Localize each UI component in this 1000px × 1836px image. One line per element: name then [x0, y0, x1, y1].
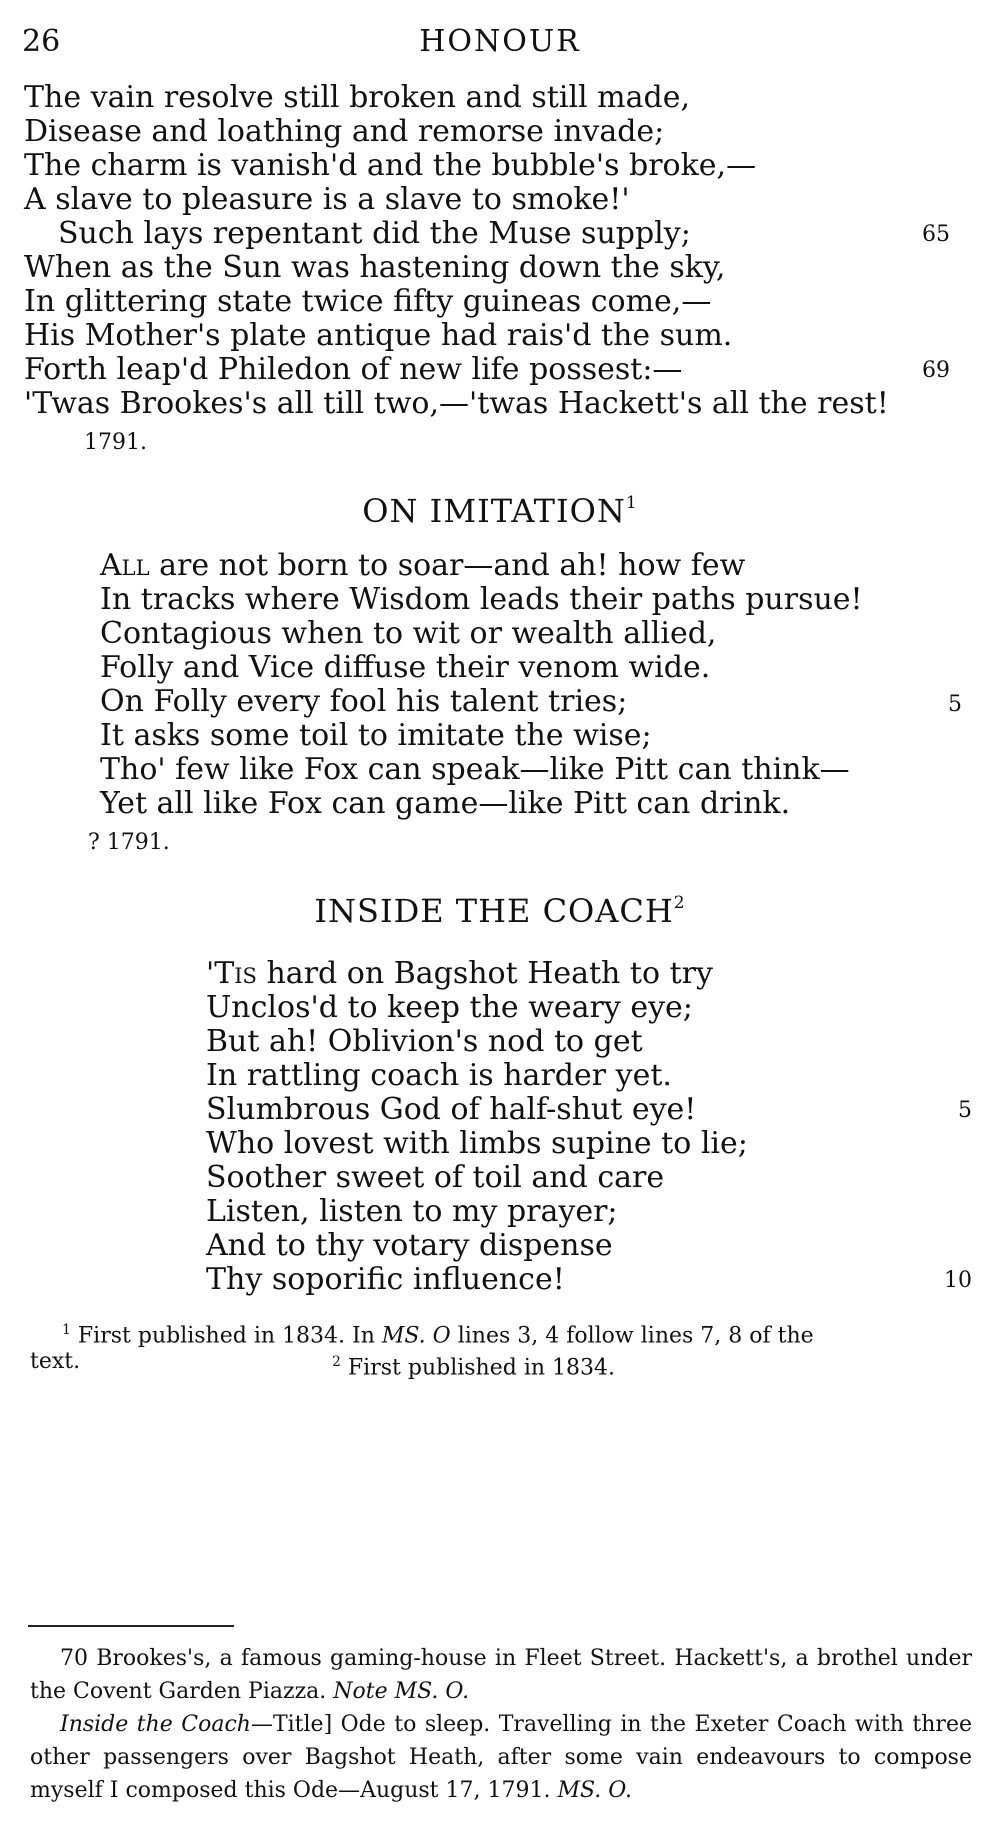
poem-line: Listen, listen to my prayer; [206, 1194, 618, 1229]
footnote-text: First published in 1834. [347, 1355, 616, 1381]
footnote-1-cont: text. [30, 1349, 81, 1374]
manuscript-ref: MS. O. [557, 1778, 632, 1803]
manuscript-ref: MS. O [381, 1323, 451, 1349]
poem-line: And to thy votary dispense [206, 1228, 613, 1263]
poem-date: 1791. [84, 430, 147, 455]
note-line-70 [30, 1642, 972, 1708]
manuscript-ref: Note MS. O. [333, 1679, 470, 1704]
poem-line: Soother sweet of toil and care [206, 1160, 665, 1195]
note-line-number: 70 [60, 1646, 88, 1671]
poem-line: In glittering state twice fifty guineas come,— [24, 284, 712, 319]
footnote-marker: 2 [332, 1354, 341, 1370]
poem-line-text: are not born to soar—and ah! how few [149, 548, 746, 583]
poem-line: Tho' few like Fox can speak—like Pitt can think— [100, 752, 850, 787]
poem-title-text: ON IMITATION [362, 492, 626, 530]
poem-line: His Mother's plate antique had rais'd the sum. [24, 318, 733, 353]
poem-line: Thy soporific influence! [206, 1262, 565, 1297]
poem-line: The vain resolve still broken and still made, [24, 80, 691, 115]
poem-line: 'Twas Brookes's all till two,—'twas Hackett's all the rest! [24, 386, 889, 421]
poem-line: But ah! Oblivion's nod to get [206, 1024, 643, 1059]
poem-line: Who lovest with limbs supine to lie; [206, 1126, 748, 1161]
footnote-2 [332, 1346, 615, 1384]
poem-line: Folly and Vice diffuse their venom wide. [100, 650, 711, 685]
poem-line: Contagious when to wit or wealth allied, [100, 616, 717, 651]
first-word: 'Tis [206, 956, 257, 991]
footnote-marker: 2 [673, 893, 686, 913]
poem-line: Yet all like Fox can game—like Pitt can drink. [100, 786, 791, 821]
footnote-text: lines 3, 4 follow lines 7, 8 of the [450, 1323, 814, 1349]
note-title-ref: Inside the Coach [60, 1712, 251, 1737]
poem-line: Forth leap'd Philedon of new life possest:— [24, 352, 683, 387]
poem-line: The charm is vanish'd and the bubble's broke,— [24, 148, 757, 183]
poem-line: It asks some toil to imitate the wise; [100, 718, 652, 753]
footnote-text: First published in 1834. In [77, 1323, 382, 1349]
footnote-marker: 1 [625, 493, 638, 513]
line-number: 5 [958, 1098, 972, 1123]
poem-line: Unclos'd to keep the weary eye; [206, 990, 693, 1025]
poem-line: On Folly every fool his talent tries; [100, 684, 628, 719]
poem-line: In tracks where Wisdom leads their paths pursue! [100, 582, 863, 617]
footnote-marker: 1 [62, 1322, 71, 1338]
poem-title [0, 492, 1000, 530]
poem-title-text: INSIDE THE COACH [314, 892, 674, 930]
note-text: Brookes's, a famous gaming-house in Fleet Street. Hackett's, a brothel under the Covent Garden Piazza. [30, 1646, 972, 1704]
poem-line-text: hard on Bagshot Heath to try [256, 956, 713, 991]
poem-line: In rattling coach is harder yet. [206, 1058, 672, 1093]
running-title: HONOUR [419, 24, 581, 59]
poem-line: Such lays repentant did the Muse supply; [58, 216, 691, 251]
poem-title [0, 892, 1000, 930]
line-number: 69 [922, 358, 950, 383]
first-word: All [100, 548, 150, 583]
note-text: —Title] Ode to sleep. Travelling in the Exeter Coach with three other passengers over Bagshot Heath, after some vain endeavours to compose myself I composed this Ode—August 17, 1791. [30, 1712, 972, 1803]
line-number: 5 [948, 692, 962, 717]
line-number: 65 [922, 222, 950, 247]
poem-line: When as the Sun was hastening down the sky, [24, 250, 726, 285]
poem-line: A slave to pleasure is a slave to smoke!' [24, 182, 630, 217]
poem-date: ? 1791. [88, 830, 170, 855]
line-number: 10 [944, 1268, 972, 1293]
notes-divider [28, 1625, 234, 1627]
note-coach-title [30, 1708, 972, 1807]
page-number: 26 [22, 24, 61, 59]
poem-line: Disease and loathing and remorse invade; [24, 114, 665, 149]
poem-line: Slumbrous God of half-shut eye! [206, 1092, 697, 1127]
